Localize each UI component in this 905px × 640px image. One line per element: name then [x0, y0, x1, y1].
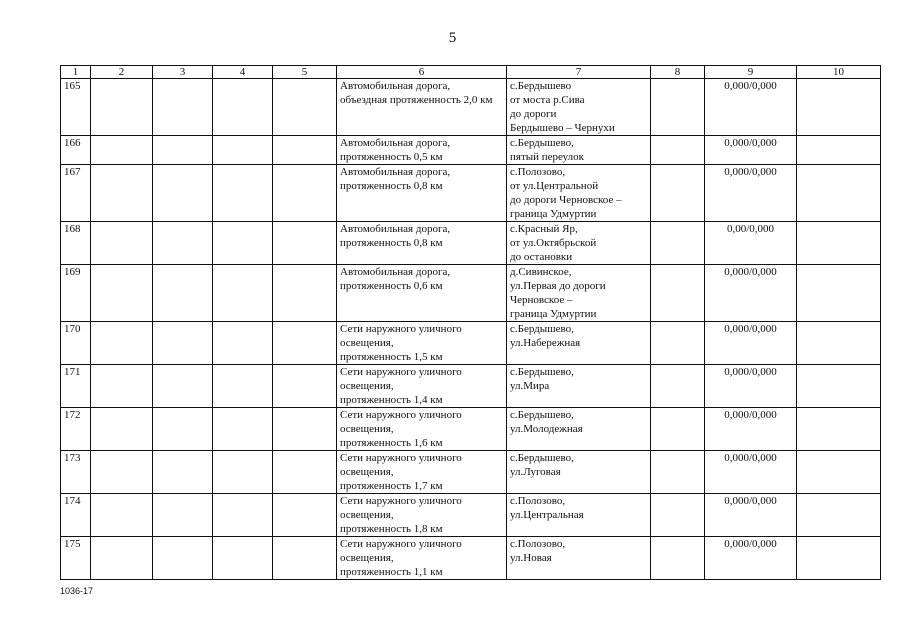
empty-cell: [153, 165, 213, 222]
object-name-line: освещения,: [340, 380, 394, 392]
empty-cell: [91, 322, 153, 365]
location-cell: [507, 265, 651, 322]
empty-cell: [651, 165, 705, 222]
object-name-cell: [337, 322, 507, 365]
column-header: 6: [337, 66, 507, 79]
location-line: с.Полозово,: [510, 166, 566, 178]
location-line: с.Полозово,: [510, 495, 566, 507]
empty-cell: [153, 79, 213, 136]
location-line: с.Полозово,: [510, 538, 566, 550]
object-name-line: Автомобильная дорога,: [340, 166, 451, 178]
location-line: до дороги Черновское –: [510, 194, 622, 206]
location-cell: [507, 451, 651, 494]
object-name-line: объездная протяженность 2,0 км: [340, 94, 493, 106]
table-row: [61, 494, 881, 537]
object-name-line: освещения,: [340, 552, 394, 564]
location-line: с.Бердышево,: [510, 452, 574, 464]
empty-cell: [91, 408, 153, 451]
empty-cell: [651, 222, 705, 265]
empty-cell: [153, 451, 213, 494]
column-header: 9: [705, 66, 797, 79]
location-cell: [507, 136, 651, 165]
location-cell: [507, 537, 651, 580]
location-line: ул.Мира: [510, 380, 550, 392]
object-name-line: протяженность 1,5 км: [340, 351, 443, 363]
empty-cell: [91, 451, 153, 494]
object-name-line: протяженность 1,8 км: [340, 523, 443, 535]
value-cell: 0,000/0,000: [705, 537, 797, 580]
row-number-cell: 166: [61, 136, 91, 165]
column-header: 5: [273, 66, 337, 79]
location-line: с.Бердышево: [510, 80, 572, 92]
table-row: [61, 165, 881, 222]
empty-cell: [651, 408, 705, 451]
empty-cell: [91, 79, 153, 136]
empty-cell: [797, 265, 881, 322]
location-line: граница Удмуртии: [510, 308, 597, 320]
empty-cell: [273, 451, 337, 494]
column-header: 4: [213, 66, 273, 79]
object-name-line: Сети наружного уличного: [340, 495, 462, 507]
object-name-line: протяженность 0,8 км: [340, 237, 443, 249]
table-row: [61, 408, 881, 451]
location-line: с.Красный Яр,: [510, 223, 578, 235]
location-line: ул.Набережная: [510, 337, 581, 349]
location-line: ул.Луговая: [510, 466, 561, 478]
property-table: [60, 65, 881, 580]
row-number-cell: 172: [61, 408, 91, 451]
value-cell: 0,000/0,000: [705, 165, 797, 222]
empty-cell: [91, 494, 153, 537]
object-name-cell: [337, 165, 507, 222]
empty-cell: [213, 136, 273, 165]
row-number-cell: 168: [61, 222, 91, 265]
empty-cell: [797, 494, 881, 537]
table-header-row: [61, 66, 881, 79]
table-row: [61, 537, 881, 580]
column-header: 10: [797, 66, 881, 79]
empty-cell: [273, 79, 337, 136]
table-row: [61, 222, 881, 265]
object-name-cell: [337, 265, 507, 322]
object-name-cell: [337, 408, 507, 451]
object-name-cell: [337, 494, 507, 537]
location-cell: [507, 494, 651, 537]
empty-cell: [213, 322, 273, 365]
empty-cell: [213, 365, 273, 408]
empty-cell: [153, 365, 213, 408]
object-name-line: освещения,: [340, 509, 394, 521]
row-number-cell: 174: [61, 494, 91, 537]
row-number-cell: 169: [61, 265, 91, 322]
location-cell: [507, 365, 651, 408]
empty-cell: [153, 222, 213, 265]
empty-cell: [153, 537, 213, 580]
empty-cell: [153, 265, 213, 322]
column-header: 1: [61, 66, 91, 79]
location-line: с.Бердышево,: [510, 137, 574, 149]
location-line: д.Сивинское,: [510, 266, 572, 278]
table-body: [61, 79, 881, 580]
location-cell: [507, 79, 651, 136]
value-cell: 0,000/0,000: [705, 265, 797, 322]
row-number-cell: 175: [61, 537, 91, 580]
empty-cell: [651, 136, 705, 165]
empty-cell: [213, 222, 273, 265]
location-line: до дороги: [510, 108, 557, 120]
table-row: [61, 365, 881, 408]
value-cell: 0,000/0,000: [705, 136, 797, 165]
empty-cell: [797, 79, 881, 136]
row-number-cell: 170: [61, 322, 91, 365]
object-name-cell: [337, 222, 507, 265]
empty-cell: [651, 494, 705, 537]
empty-cell: [797, 222, 881, 265]
value-cell: 0,000/0,000: [705, 322, 797, 365]
location-line: граница Удмуртии: [510, 208, 597, 220]
object-name-cell: [337, 451, 507, 494]
row-number-cell: 165: [61, 79, 91, 136]
empty-cell: [273, 408, 337, 451]
empty-cell: [91, 222, 153, 265]
empty-cell: [213, 165, 273, 222]
empty-cell: [651, 365, 705, 408]
empty-cell: [91, 365, 153, 408]
column-header: 7: [507, 66, 651, 79]
object-name-cell: [337, 136, 507, 165]
empty-cell: [797, 408, 881, 451]
empty-cell: [273, 365, 337, 408]
location-line: с.Бердышево,: [510, 366, 574, 378]
empty-cell: [797, 451, 881, 494]
location-line: с.Бердышево,: [510, 323, 574, 335]
empty-cell: [213, 494, 273, 537]
empty-cell: [273, 322, 337, 365]
location-line: Бердышево – Чернухи: [510, 122, 615, 134]
empty-cell: [273, 494, 337, 537]
value-cell: 0,000/0,000: [705, 365, 797, 408]
document-code: 1036-17: [60, 586, 94, 596]
empty-cell: [153, 322, 213, 365]
location-line: ул.Новая: [510, 552, 552, 564]
value-cell: 0,000/0,000: [705, 408, 797, 451]
empty-cell: [273, 537, 337, 580]
empty-cell: [797, 165, 881, 222]
object-name-line: протяженность 0,6 км: [340, 280, 443, 292]
empty-cell: [797, 322, 881, 365]
page-number: 5: [448, 30, 457, 46]
object-name-line: протяженность 1,6 км: [340, 437, 443, 449]
location-line: ул.Центральная: [510, 509, 584, 521]
object-name-line: Сети наружного уличного: [340, 409, 462, 421]
object-name-line: Автомобильная дорога,: [340, 223, 451, 235]
empty-cell: [153, 408, 213, 451]
empty-cell: [273, 136, 337, 165]
location-line: ул.Первая до дороги: [510, 280, 606, 292]
location-line: пятый переулок: [510, 151, 585, 163]
empty-cell: [651, 79, 705, 136]
empty-cell: [213, 79, 273, 136]
object-name-line: Сети наружного уличного: [340, 538, 462, 550]
object-name-line: протяженность 0,8 км: [340, 180, 443, 192]
empty-cell: [213, 265, 273, 322]
empty-cell: [213, 537, 273, 580]
empty-cell: [273, 165, 337, 222]
location-cell: [507, 165, 651, 222]
empty-cell: [91, 265, 153, 322]
empty-cell: [797, 365, 881, 408]
object-name-line: Сети наружного уличного: [340, 452, 462, 464]
empty-cell: [797, 136, 881, 165]
table-row: [61, 79, 881, 136]
location-cell: [507, 322, 651, 365]
empty-cell: [273, 222, 337, 265]
location-line: ул.Молодежная: [510, 423, 583, 435]
empty-cell: [651, 322, 705, 365]
empty-cell: [651, 265, 705, 322]
object-name-line: протяженность 1,1 км: [340, 566, 443, 578]
location-line: до остановки: [510, 251, 573, 263]
empty-cell: [153, 494, 213, 537]
empty-cell: [797, 537, 881, 580]
object-name-cell: [337, 365, 507, 408]
value-cell: 0,000/0,000: [705, 451, 797, 494]
empty-cell: [91, 537, 153, 580]
location-cell: [507, 222, 651, 265]
object-name-cell: [337, 79, 507, 136]
location-line: от ул.Октябрьской: [510, 237, 597, 249]
object-name-line: освещения,: [340, 337, 394, 349]
table-row: [61, 451, 881, 494]
column-header: 3: [153, 66, 213, 79]
table-row: [61, 136, 881, 165]
object-name-line: Автомобильная дорога,: [340, 80, 451, 92]
empty-cell: [213, 451, 273, 494]
object-name-cell: [337, 537, 507, 580]
table-row: [61, 265, 881, 322]
object-name-line: освещения,: [340, 423, 394, 435]
value-cell: 0,000/0,000: [705, 494, 797, 537]
object-name-line: Сети наружного уличного: [340, 323, 462, 335]
empty-cell: [153, 136, 213, 165]
object-name-line: освещения,: [340, 466, 394, 478]
row-number-cell: 167: [61, 165, 91, 222]
table-row: [61, 322, 881, 365]
object-name-line: протяженность 0,5 км: [340, 151, 443, 163]
object-name-line: Автомобильная дорога,: [340, 137, 451, 149]
row-number-cell: 173: [61, 451, 91, 494]
column-header: 8: [651, 66, 705, 79]
value-cell: 0,000/0,000: [705, 79, 797, 136]
column-header: 2: [91, 66, 153, 79]
location-line: Черновское –: [510, 294, 573, 306]
object-name-line: протяженность 1,4 км: [340, 394, 443, 406]
location-line: от моста р.Сива: [510, 94, 585, 106]
object-name-line: Автомобильная дорога,: [340, 266, 451, 278]
empty-cell: [213, 408, 273, 451]
empty-cell: [273, 265, 337, 322]
location-cell: [507, 408, 651, 451]
empty-cell: [91, 165, 153, 222]
empty-cell: [91, 136, 153, 165]
value-cell: 0,00/0,000: [705, 222, 797, 265]
object-name-line: Сети наружного уличного: [340, 366, 462, 378]
empty-cell: [651, 537, 705, 580]
object-name-line: протяженность 1,7 км: [340, 480, 443, 492]
location-line: от ул.Центральной: [510, 180, 599, 192]
empty-cell: [651, 451, 705, 494]
row-number-cell: 171: [61, 365, 91, 408]
location-line: с.Бердышево,: [510, 409, 574, 421]
